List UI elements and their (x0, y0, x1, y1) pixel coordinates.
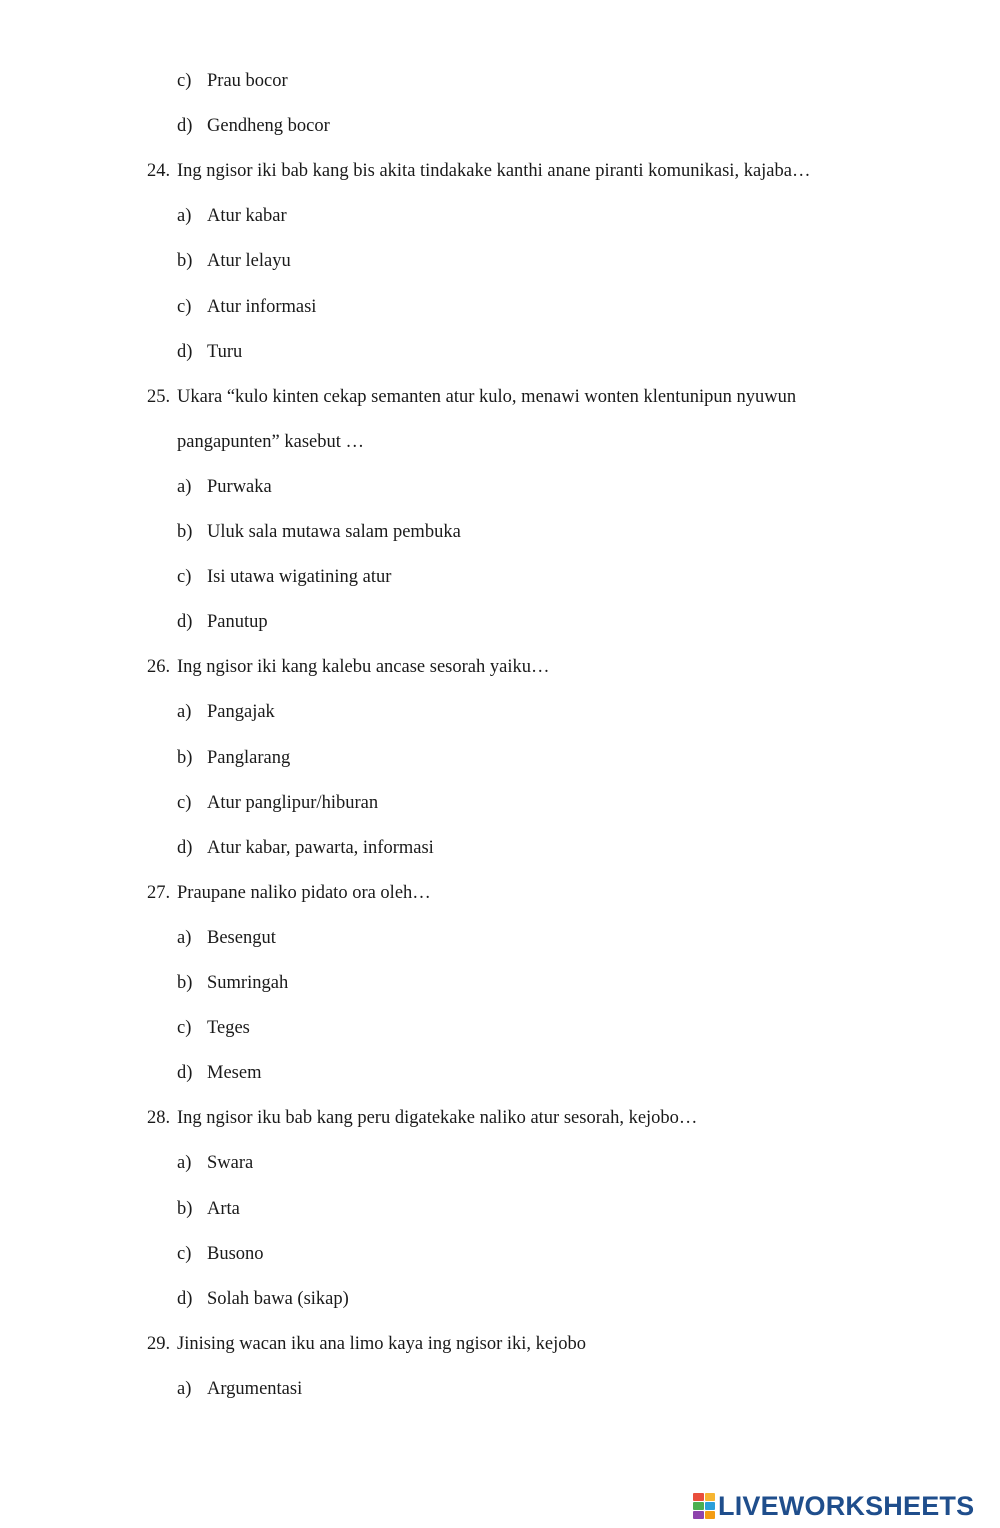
option-label: d) (177, 1063, 193, 1084)
option-label: b) (177, 973, 193, 993)
liveworksheets-brand[interactable] (693, 1490, 974, 1522)
option-label: b) (177, 251, 193, 272)
option-label: a) (177, 1378, 192, 1399)
question-number: 25. (147, 386, 171, 407)
option-label: d) (177, 837, 193, 858)
option-label: c) (177, 567, 192, 588)
option-label: a) (177, 206, 192, 227)
logo-tile (705, 1502, 716, 1510)
option-text: Purwaka (207, 476, 272, 497)
option-text: Pangajak (207, 702, 275, 723)
option-text: Turu (207, 341, 243, 362)
option-label: a) (177, 1153, 192, 1174)
option-label: c) (177, 792, 192, 813)
liveworksheets-logo-icon (693, 1493, 715, 1519)
option-text: Swara (207, 1153, 254, 1174)
option-label: c) (177, 71, 192, 91)
option-text: Panglarang (207, 747, 291, 768)
option-text: Busono (207, 1243, 264, 1264)
option-text: Arta (207, 1198, 240, 1219)
option-label: a) (177, 476, 192, 497)
option-label: d) (177, 612, 193, 633)
question-number: 24. (147, 161, 171, 182)
option-text: Panutup (207, 612, 268, 633)
option-label: c) (177, 1243, 192, 1264)
option-text: Solah bawa (sikap) (207, 1288, 349, 1309)
option-label: d) (177, 341, 193, 362)
logo-tile (705, 1493, 716, 1501)
option-label: c) (177, 296, 192, 317)
option-text: Gendheng bocor (207, 116, 330, 137)
question-number: 28. (147, 1108, 171, 1129)
option-text: Sumringah (207, 973, 289, 993)
logo-tile (705, 1511, 716, 1519)
option-label: b) (177, 1198, 193, 1219)
brand-text: LIVEWORKSHEETS (718, 1491, 975, 1521)
option-text: Uluk sala mutawa salam pembuka (207, 522, 461, 542)
option-text: Argumentasi (207, 1378, 303, 1399)
logo-tile (693, 1493, 704, 1501)
question-number: 26. (147, 657, 171, 678)
option-text: Besengut (207, 927, 276, 948)
question-number: 27. (147, 882, 171, 903)
option-label: a) (177, 702, 192, 723)
option-text: Atur kabar (207, 206, 287, 227)
option-text: Teges (207, 1018, 250, 1039)
option-text: Atur lelayu (207, 251, 291, 272)
question-text: Ing ngisor iku bab kang peru digatekake naliko atur sesorah, kejobo… (177, 1108, 698, 1129)
question-text: pangapunten” kasebut … (177, 431, 364, 452)
option-label: a) (177, 927, 192, 948)
option-label: d) (177, 116, 193, 137)
question-text: Praupane naliko pidato ora oleh… (177, 882, 431, 903)
logo-tile (693, 1502, 704, 1510)
question-text: Ing ngisor iki bab kang bis akita tindakake kanthi anane piranti komunikasi, kajaba… (177, 161, 811, 182)
logo-tile (693, 1511, 704, 1519)
option-text: Atur panglipur/hiburan (207, 792, 379, 813)
question-text: Ing ngisor iki kang kalebu ancase sesorah yaiku… (177, 657, 550, 678)
option-text: Prau bocor (207, 71, 288, 91)
option-label: d) (177, 1288, 193, 1309)
option-label: c) (177, 1018, 192, 1039)
question-number: 29. (147, 1333, 171, 1354)
option-text: Atur informasi (207, 296, 317, 317)
option-label: b) (177, 522, 193, 542)
question-text: Jinising wacan iku ana limo kaya ing ngisor iki, kejobo (177, 1333, 586, 1354)
question-text: Ukara “kulo kinten cekap semanten atur kulo, menawi wonten klentunipun nyuwun (177, 386, 797, 407)
option-label: b) (177, 747, 193, 768)
option-text: Isi utawa wigatining atur (207, 567, 392, 588)
option-text: Mesem (207, 1063, 262, 1084)
option-text: Atur kabar, pawarta, informasi (207, 837, 434, 858)
